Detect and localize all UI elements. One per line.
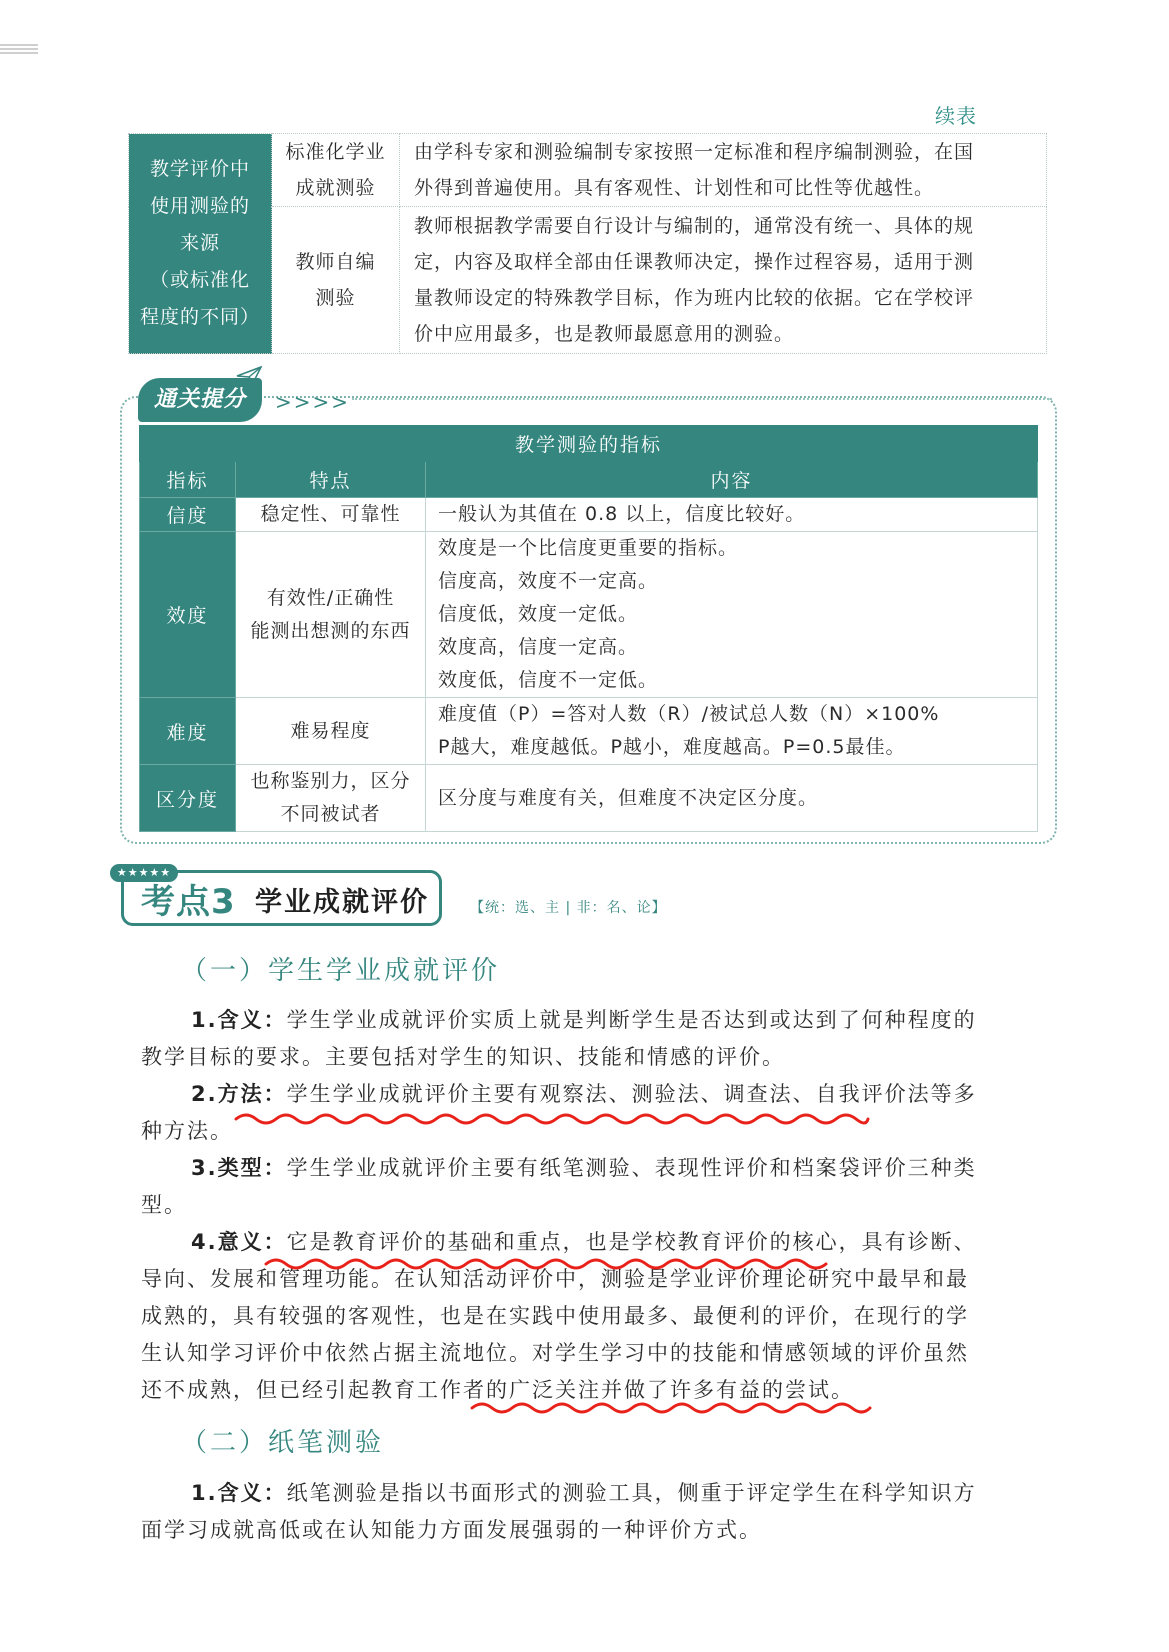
description-line: 教师根据教学需要自行设计与编制的，通常没有统一、具体的规 <box>414 215 975 237</box>
paragraph-line: 型。 <box>141 1193 187 1217</box>
content-line: 效度高，信度一定高。 <box>438 636 639 658</box>
continued-label: 续表 <box>935 104 977 128</box>
paragraph-line <box>141 1076 1034 1113</box>
description-line: 由学科专家和测验编制专家按照一定标准和程序编制测验，在国 <box>414 141 975 163</box>
test-type-line: 成就测验 <box>295 177 376 199</box>
content-line: 效度是一个比信度更重要的指标。 <box>438 537 739 559</box>
item-text: 它是教育评价的基础和重点，也是学校教育评价的核心，具有诊断、 <box>286 1230 977 1254</box>
paragraph-line <box>141 1002 1034 1039</box>
feature-line: 有效性/正确性 <box>266 586 395 609</box>
index-feature <box>236 498 426 532</box>
table-title: 教学测验的指标 <box>140 426 1038 462</box>
description-cell <box>400 207 1047 354</box>
index-content <box>426 765 1038 832</box>
item-text: 学生学业成就评价主要有纸笔测验、表现性评价和档案袋评价三种类 <box>286 1156 977 1180</box>
exam-source-note: 【统：选、主 | 非：名、论】 <box>470 900 667 916</box>
paragraph-paper-test <box>141 1475 1034 1549</box>
test-type-cell <box>272 207 400 354</box>
category-line: 教学评价中 <box>149 158 250 180</box>
paragraph-line <box>141 1475 1034 1512</box>
item-label: 3.类型： <box>191 1156 287 1180</box>
content-line: 区分度与难度有关，但难度不决定区分度。 <box>438 786 819 809</box>
description-cell <box>400 134 1047 207</box>
subsection-heading: （一）学生学业成就评价 <box>181 956 501 986</box>
index-content <box>426 498 1038 532</box>
column-header: 指标 <box>140 462 236 498</box>
table-title-row <box>140 426 1038 462</box>
table-row <box>140 498 1038 532</box>
index-name: 信度 <box>140 498 236 532</box>
test-type-line: 标准化学业 <box>285 141 386 163</box>
column-header: 内容 <box>426 462 1038 498</box>
item-label: 1.含义： <box>191 1008 287 1032</box>
index-content <box>426 698 1038 765</box>
test-type-line: 教师自编 <box>295 251 376 273</box>
tip-badge: 通关提分 <box>138 378 262 422</box>
scan-corner-mark <box>0 44 38 56</box>
test-type-cell <box>272 134 400 207</box>
item-text: 学生学业成就评价主要有观察法、测验法、调查法、自我评价法等多 <box>286 1082 977 1106</box>
subsection-heading: （二）纸笔测验 <box>181 1428 385 1458</box>
category-line: 程度的不同） <box>139 306 260 328</box>
test-type-line: 测验 <box>315 287 356 309</box>
paragraph-line <box>141 1224 1034 1261</box>
paragraph-line: 还不成熟，但已经引起教育工作者的广泛关注并做了许多有益的尝试。 <box>141 1378 854 1402</box>
category-line: 使用测验的 <box>149 195 250 217</box>
content-line: 信度低，效度一定低。 <box>438 603 639 625</box>
paper-plane-icon <box>236 366 262 384</box>
feature-line: 不同被试者 <box>280 803 381 825</box>
table-header-row <box>140 462 1038 498</box>
feature-line: 能测出想测的东西 <box>250 619 411 642</box>
content-line: P越大，难度越低。P越小，难度越高。P=0.5最佳。 <box>438 736 906 758</box>
index-content <box>426 532 1038 698</box>
table-row <box>140 765 1038 832</box>
feature-line: 稳定性、可靠性 <box>260 503 401 525</box>
content-line: 效度低，信度不一定低。 <box>438 669 659 691</box>
paragraph-meaning <box>141 1002 1034 1076</box>
index-name: 难度 <box>140 698 236 765</box>
item-text: 学生学业成就评价实质上就是判断学生是否达到或达到了何种程度的 <box>286 1008 977 1032</box>
paragraph-line <box>141 1150 1034 1187</box>
paragraph-line: 种方法。 <box>141 1119 233 1143</box>
category-line: （或标准化 <box>149 269 250 291</box>
paragraph-line: 面学习成就高低或在认知能力方面发展强弱的一种评价方式。 <box>141 1518 762 1542</box>
paragraph-method <box>141 1076 1034 1150</box>
index-name: 效度 <box>140 532 236 698</box>
paragraph-line: 教学目标的要求。主要包括对学生的知识、技能和情感的评价。 <box>141 1045 785 1069</box>
tip-dotted-line <box>352 398 1052 400</box>
item-label: 4.意义： <box>191 1230 287 1254</box>
exam-point-number: 考点3 <box>141 882 236 922</box>
description-line: 外得到普遍使用。具有客观性、计划性和可比性等优越性。 <box>414 177 935 199</box>
star-rating: ★★★★★ <box>110 864 178 882</box>
paragraph-line: 成熟的，具有较强的客观性，也是在实践中使用最多、最便利的评价，在现行的学 <box>141 1304 969 1328</box>
paragraph-type <box>141 1150 1034 1224</box>
index-name: 区分度 <box>140 765 236 832</box>
description-line: 量教师设定的特殊教学目标，作为班内比较的依据。它在学校评 <box>414 287 975 309</box>
content-line: 难度值（P）=答对人数（R）/被试总人数（N）×100% <box>438 703 940 725</box>
column-header: 特点 <box>236 462 426 498</box>
test-index-table <box>139 425 1038 832</box>
content-line: 信度高，效度不一定高。 <box>438 570 659 592</box>
category-line: 来源 <box>179 232 220 254</box>
paragraph-line: 导向、发展和管理功能。在认知活动评价中，测验是学业评价理论研究中最早和最 <box>141 1267 969 1291</box>
content-line: 一般认为其值在 0.8 以上，信度比较好。 <box>438 503 806 525</box>
item-text: 纸笔测验是指以书面形式的测验工具，侧重于评定学生在科学知识方 <box>286 1481 977 1505</box>
feature-line: 也称鉴别力，区分 <box>250 770 411 792</box>
description-line: 定，内容及取样全部由任课教师决定，操作过程容易，适用于测 <box>414 251 975 273</box>
exam-point-title: 学业成就评价 <box>255 887 429 918</box>
index-feature <box>236 532 426 698</box>
table-row <box>140 532 1038 698</box>
tip-arrows: >>>> <box>275 390 351 414</box>
item-label: 1.含义： <box>191 1481 287 1505</box>
paragraph-significance <box>141 1224 1034 1409</box>
item-label: 2.方法： <box>191 1082 287 1106</box>
index-feature <box>236 765 426 832</box>
feature-line: 难易程度 <box>290 719 371 742</box>
description-line: 价中应用最多，也是教师最愿意用的测验。 <box>414 323 795 345</box>
continued-table <box>128 133 1047 354</box>
table-row <box>140 698 1038 765</box>
index-feature <box>236 698 426 765</box>
table-row <box>129 134 1047 207</box>
category-cell <box>129 134 272 354</box>
paragraph-line: 生认知学习评价中依然占据主流地位。对学生学习中的技能和情感领域的评价虽然 <box>141 1341 969 1365</box>
